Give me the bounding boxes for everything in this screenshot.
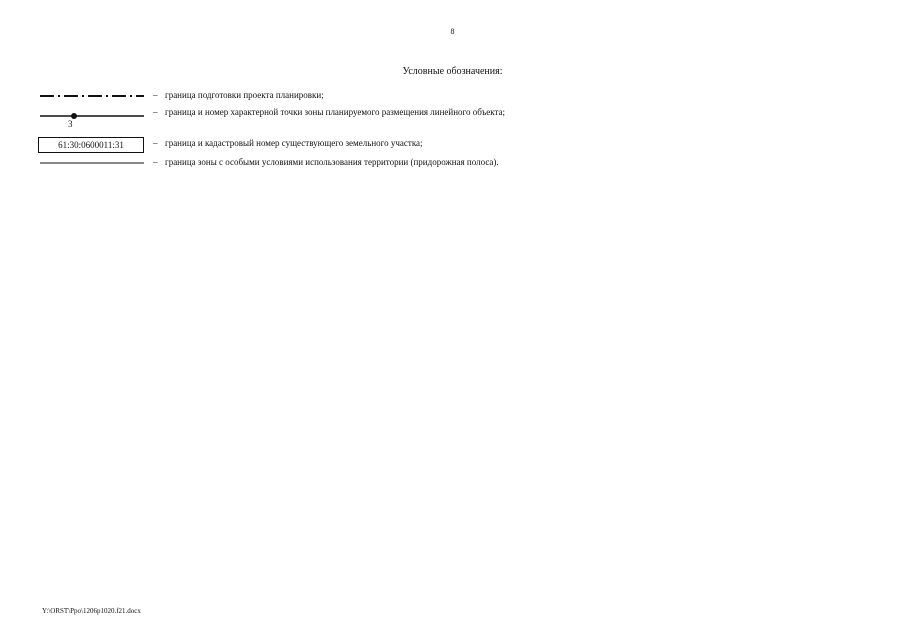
solid-line-symbol [38, 157, 148, 169]
legend-row-characteristic-point [38, 107, 798, 129]
legend-title: Условные обозначения: [402, 66, 503, 77]
line-with-point-symbol [38, 107, 148, 119]
legend-row-planning-boundary [38, 90, 798, 104]
legend-row-roadside-zone [38, 157, 798, 171]
legend-row-cadastral-parcel [38, 138, 798, 152]
dash-dot-line-symbol [38, 90, 148, 102]
footer-file-path: Y:\ORST\Ppo\1206p1020.f21.docx [42, 607, 141, 615]
legend-description: граница подготовки проекта планировки; [165, 90, 324, 100]
legend-description: граница и кадастровый номер существующего земельного участка; [165, 138, 423, 148]
legend-dash: – [153, 90, 158, 100]
point-number-label: 3 [68, 119, 73, 129]
legend-description: граница зоны с особыми условиями использования территории (придорожная полоса). [165, 157, 499, 167]
page-number: 8 [450, 27, 455, 36]
legend-dash: – [153, 138, 158, 148]
legend-dash: – [153, 157, 158, 167]
legend-description: граница и номер характерной точки зоны планируемого размещения линейного объекта; [165, 107, 506, 117]
cadastral-number-box: 61:30:0600011:31 [38, 137, 144, 153]
legend-dash: – [153, 107, 158, 117]
